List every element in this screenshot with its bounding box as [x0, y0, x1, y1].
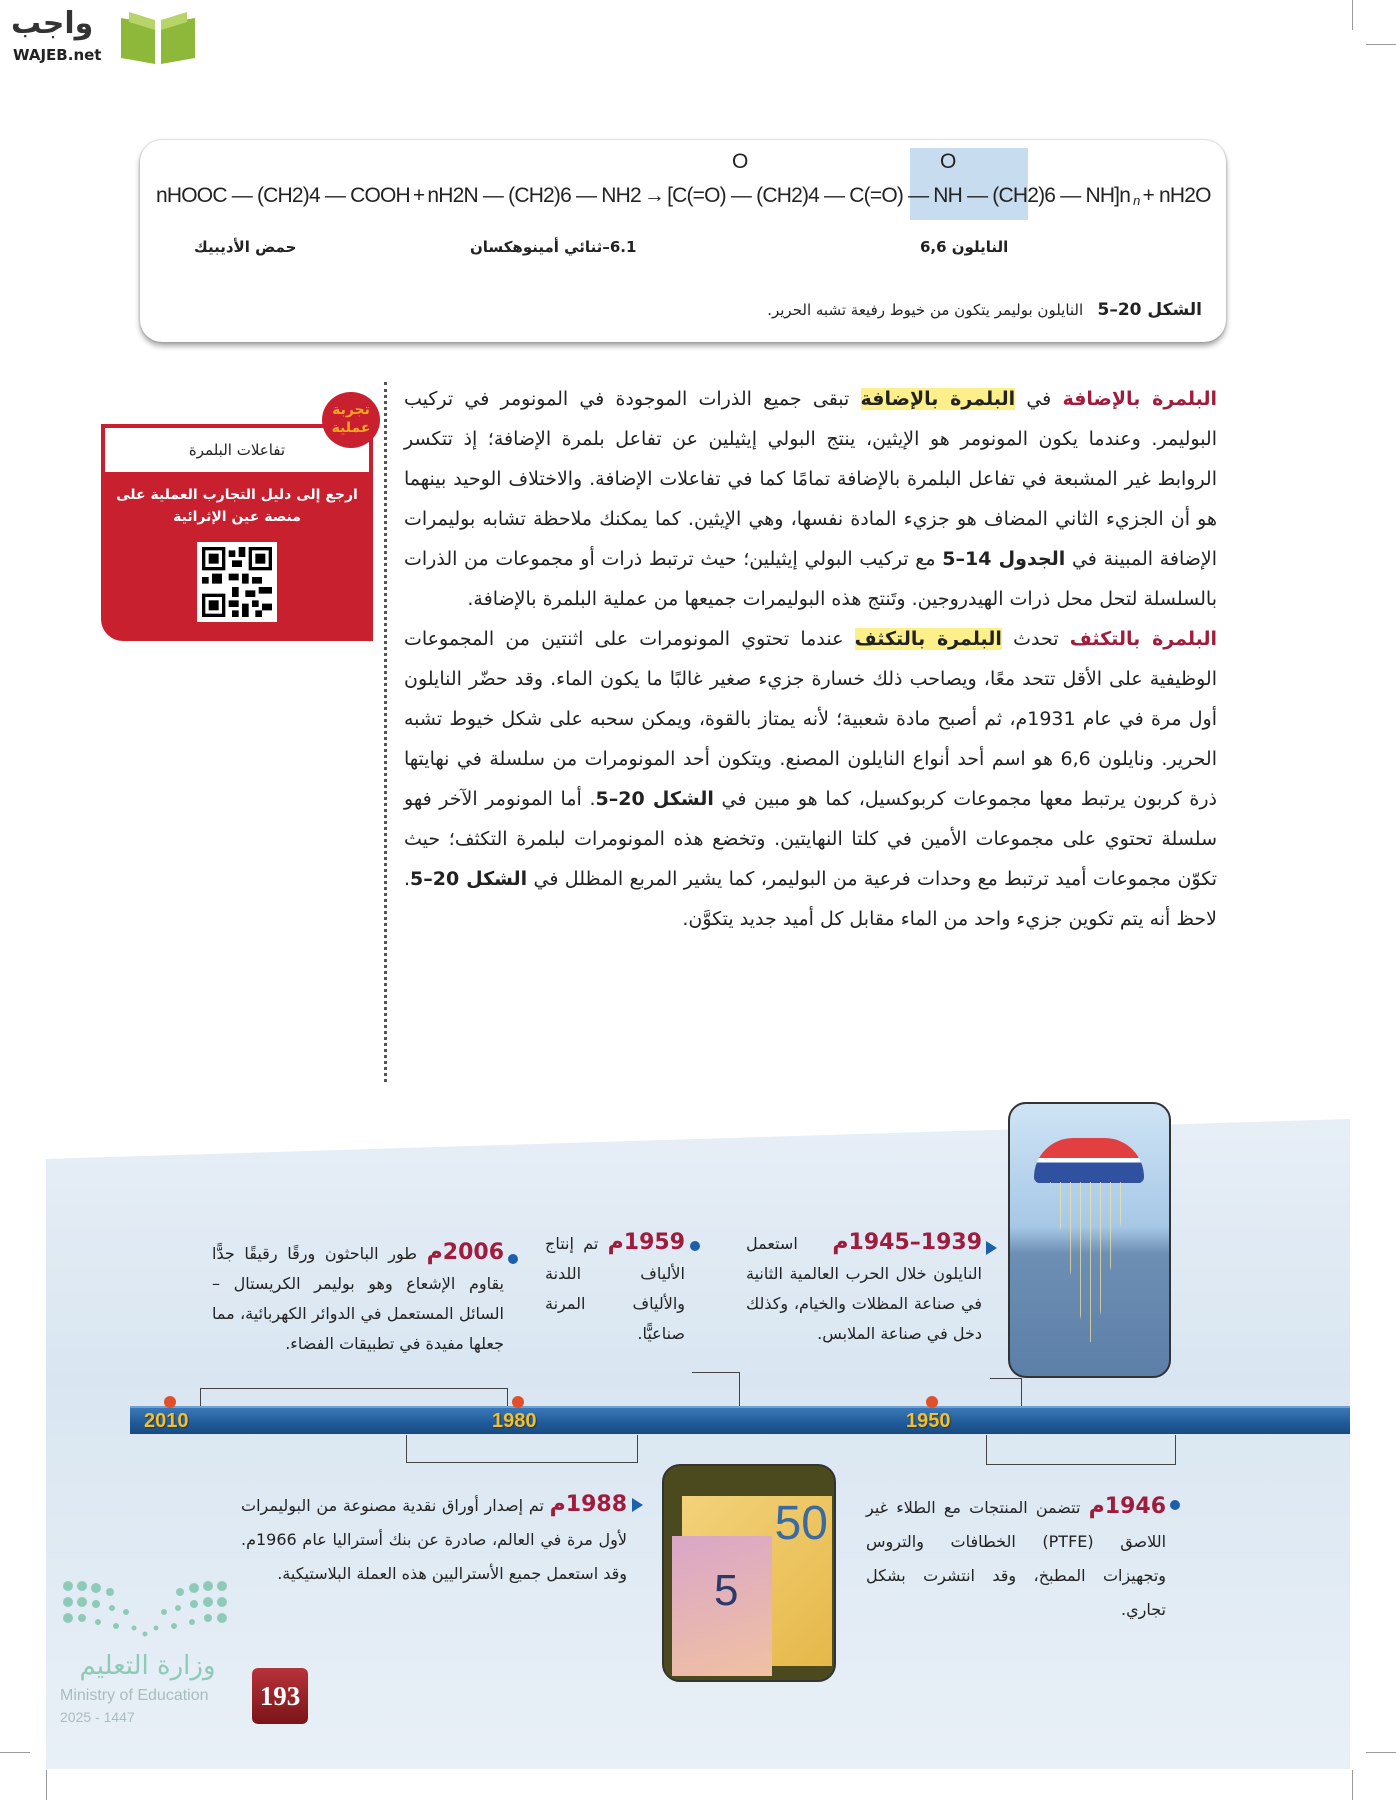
- lab-title: تفاعلات البلمرة: [105, 428, 369, 472]
- crop-mark: [0, 1752, 30, 1753]
- event-2006: 2006م طور الباحثون ورقًا رقيقًا جدًّا يقاوم الإشعاع وهو بوليمر الكريستال – السائل المستعمل في الدوائر الكهربائية، مما جعلها مفيدة في تطبيقات الفضاء.: [212, 1240, 504, 1353]
- edition-year: 2025 - 1447: [60, 1709, 135, 1725]
- book-icon: [119, 10, 197, 66]
- logo-latin: WAJEB.net: [13, 46, 102, 64]
- ministry-logo: [60, 1578, 240, 1738]
- adipic-acid-formula: nHOOC — (CH2)4 — COOH: [156, 184, 410, 207]
- connector-1946: [986, 1435, 1176, 1465]
- pointer-icon: [986, 1241, 997, 1255]
- event-1946: 1946م تتضمن المنتجات مع الطلاء غير اللاصق (PTFE) الخطافات والتروس وتجهيزات المطبخ، وقد انتشرت بشكل تجاري.: [866, 1494, 1167, 1619]
- pointer-icon: [632, 1498, 643, 1512]
- connector-1959: [692, 1372, 740, 1406]
- figure-caption: الشكل 20–5 النايلون بوليمر يتكون من خيوط رفيعة تشبه الحرير.: [767, 300, 1202, 320]
- dot-icon: [690, 1241, 700, 1251]
- dot-icon: [508, 1254, 518, 1264]
- crop-mark: [1366, 44, 1396, 45]
- pin-icon: [926, 1396, 938, 1408]
- oxygen-label: O: [940, 150, 957, 173]
- crop-mark: [1352, 1770, 1353, 1800]
- crop-mark: [1366, 1752, 1396, 1753]
- ministry-dots-icon: [60, 1578, 230, 1648]
- qr-code[interactable]: [197, 542, 277, 622]
- connector-1988: [406, 1435, 638, 1463]
- year-2010: 2010: [144, 1410, 189, 1432]
- body-text: [404, 379, 1217, 939]
- label-adipic-acid: حمض الأديبيك: [194, 238, 297, 256]
- wajeb-logo[interactable]: [11, 6, 191, 68]
- nylon-formula: [C(=O) — (CH2)4 — C(=O) — NH — (CH2)6 — NH]n: [667, 184, 1131, 207]
- paragraph-condensation-polymerization: البلمرة بالتكثف تحدث البلمرة بالتكثف عندما تحتوي المونومرات على اثنتين من المجموعات الوظيفية على الأقل تتحد معًا، ويصاحب ذلك خسارة جزيء صغير غالبًا ما يكون الماء. وقد حضّر النايلون أول مرة في عام 1931م، ثم أصبح مادة شعبية؛ لأنه يمتاز بالقوة، ويمكن سحبه على شكل خيوط تشبه الحرير. ونايلون 6,6 هو اسم أحد أنواع النايلون المصنع. ويتكون أحد المونومرات من سلسلة في نهايتها ذرة كربون يرتبط معها مجموعات كربوكسيل، كما هو مبين في الشكل 20–5. أما المونومر الآخر فهو سلسلة تحتوي على مجموعات الأمين في كلتا النهايتين. وتخضع هذه المونومرات لبلمرة التكثف؛ حيث تكوّن مجموعات أميد ترتبط مع وحدات فرعية من البوليمر، كما يشير المربع المظلل في الشكل 20–5. لاحظ أنه يتم تكوين جزيء واحد من الماء مقابل كل أميد جديد يتكوَّن.: [404, 628, 1218, 930]
- nylon-equation: [156, 184, 1211, 208]
- crop-mark: [1352, 0, 1353, 30]
- arrow: →: [643, 184, 665, 207]
- pin-icon: [164, 1396, 176, 1408]
- water-formula: + nH2O: [1142, 184, 1211, 207]
- lab-sidebar: [101, 424, 373, 641]
- diamine-formula: nH2N — (CH2)6 — NH2: [427, 184, 641, 207]
- pin-icon: [512, 1396, 524, 1408]
- ministry-arabic: وزارة التعليم: [79, 1651, 216, 1681]
- banknote-photo: 50 5: [662, 1464, 836, 1682]
- connector-2006: [200, 1388, 508, 1406]
- figure-20-5: [140, 140, 1226, 342]
- event-1988: 1988م تم إصدار أوراق نقدية مصنوعة من البوليمرات لأول مرة في العالم، صادرة عن بنك أستراليا عام 1966م. وقد استعمل جميع الأستراليين هذه العملة البلاستيكية.: [241, 1492, 627, 1583]
- paragraph-addition-polymerization: البلمرة بالإضافة في البلمرة بالإضافة تبقى جميع الذرات الموجودة في المونومر في تركيب البوليمر. وعندما يكون المونومر هو الإيثين، ينتج البولي إيثيلين عن تفاعل بلمرة الإضافة؛ إذ تتكسر الروابط غير المشبعة في تفاعل البلمرة بالإضافة تمامًا كما في تفاعلات الإضافة. والاختلاف الوحيد بينهما هو أن الجزيء الثاني المضاف هو جزيء المادة نفسها، وهي الإيثين. كما يمكنك ملاحظة تشابه بوليمرات الإضافة المبينة في الجدول 14–5 مع تركيب البولي إيثيلين؛ حيث ترتبط ذرات أو مجموعات من الذرات بالسلسلة لتحل محل ذرات الهيدروجين. وتَنتج هذه البوليمرات جميعها من عملية البلمرة بالإضافة.: [404, 388, 1218, 610]
- parachute-photo: [1008, 1102, 1171, 1378]
- practical-experiment-badge: تجربة عملية: [322, 392, 380, 448]
- ministry-english: Ministry of Education: [60, 1687, 209, 1704]
- event-1939-1945: 1939–1945م استعمل النايلون خلال الحرب العالمية الثانية في صناعة المظلات والخيام، وكذلك دخل في صناعة الملابس.: [746, 1230, 982, 1343]
- label-nylon: النايلون 6,6: [920, 238, 1009, 256]
- label-diamine: 6.1–ثنائي أمينوهكسان: [470, 238, 637, 256]
- dot-icon: [1170, 1500, 1180, 1510]
- crop-mark: [46, 1770, 47, 1800]
- repeat-n: n: [1133, 193, 1140, 208]
- oxygen-label: O: [732, 150, 749, 173]
- logo-arabic: واجب: [11, 6, 94, 41]
- page-number: 193: [252, 1668, 308, 1724]
- year-1950: 1950: [906, 1410, 951, 1432]
- timeline-bar: [130, 1406, 1350, 1434]
- column-divider: [384, 382, 387, 1082]
- year-1980: 1980: [492, 1410, 537, 1432]
- plus-sign: +: [412, 184, 425, 207]
- lab-message: ارجع إلى دليل التجارب العملية على منصة عين الإثرائية: [116, 487, 358, 525]
- event-1959: 1959م تم إنتاج الألياف اللدنة والألياف المرنة صناعيًّا.: [545, 1230, 685, 1343]
- connector-1939: [990, 1378, 1022, 1406]
